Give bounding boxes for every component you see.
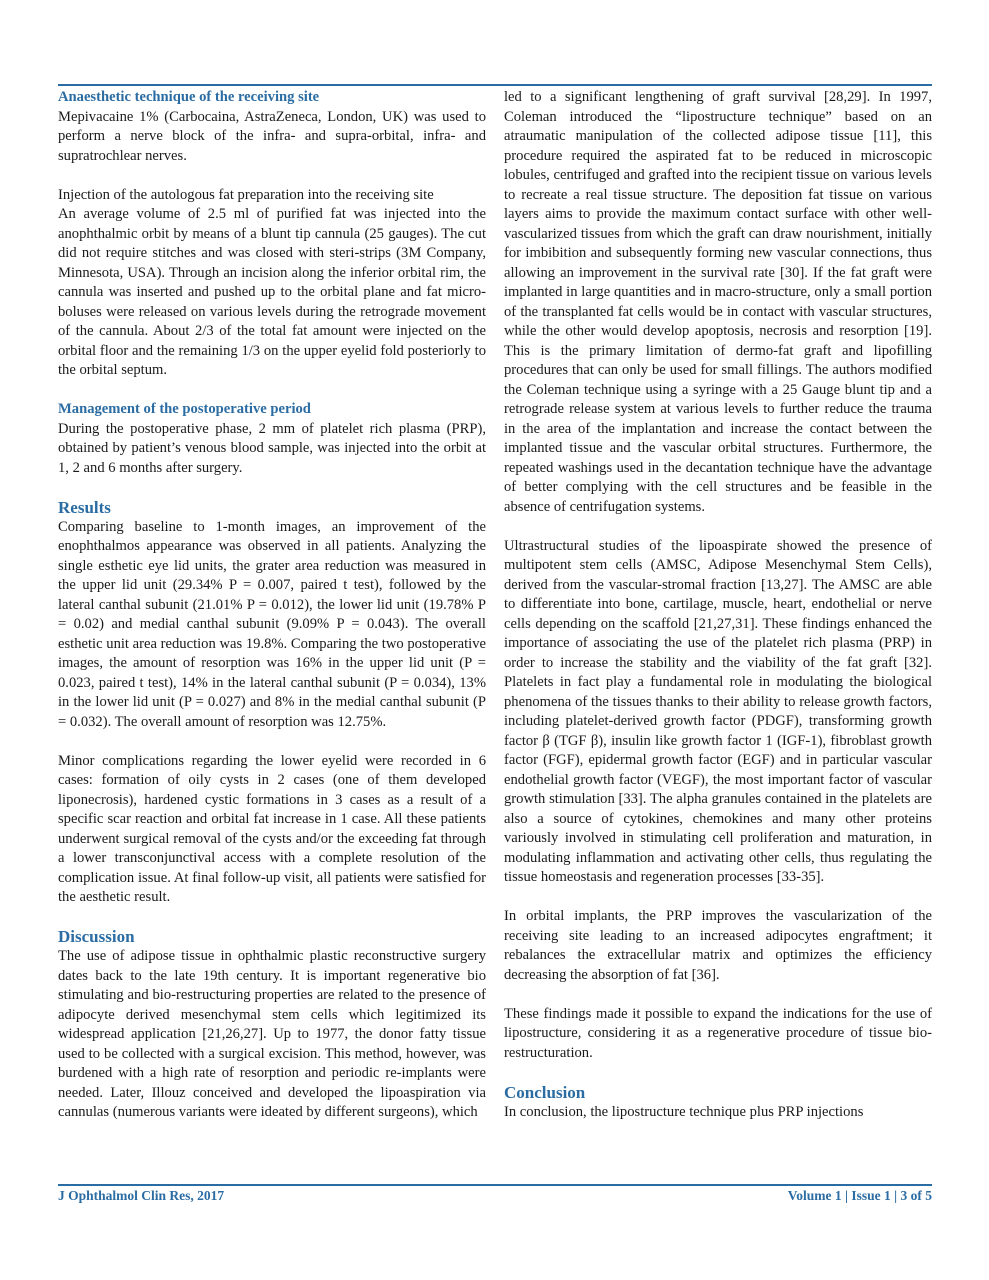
ultrastructural-paragraph: Ultrastructural studies of the lipoaspirate showed the presence of multipotent stem cells (AMSC, Adipose Mesenchymal Stem Cells), derived from the vascular-stromal fraction [13,27]. The AMSC are able to differentiate into bone, cartilage, muscle, heart, endothelial or nerve cells depending on the scaffold [21,27,31]. These findings enhanced the importance of associating the use of the platelet rich plasma (PRP) in order to increase the stability and the viability of the fat graft [32]. Platelets in fact play a fundamental role in modulating the biological phenomena of the tissues thanks to their ability to release growth factors, including platelet-derived growth factor (PDGF), transforming growth factor β (TGF β), insulin like growth factor 1 (IGF-1), fibroblast growth factor (FGF), epidermal growth factor (EGF) and in particular vascular endothelial growth factor (VEGF), the most important factor of vascular growth stimulation [33]. The alpha granules contained in the platelets are also a source of cytokines, chemokines and many other proteins variously involved in stimulating cell proliferation and maturation, in modulating inflammation and activating other cells, thus regulating the tissue homeostasis and regeneration processes [33-35]. [504, 537, 932, 885]
left-column [58, 88, 486, 1123]
footer-rule [58, 1184, 932, 1186]
page-footer [58, 1188, 932, 1204]
results-paragraph-2: Minor complications regarding the lower eyelid were recorded in 6 cases: formation of oily cysts in 2 cases (one of them developed liponecrosis), hardened cystic formations in 3 cases as a result of a specific scar reaction and orbital fat increase in 1 case. All these patients underwent surgical removal of the cysts and/or the exceeding fat through a lower transconjunctival access with a complete resolution of the complication issue. At final follow-up visit, all patients were satisfied for the aesthetic result. [58, 752, 486, 905]
right-column [504, 88, 932, 1122]
header-rule [58, 84, 932, 86]
orbital-implants-paragraph: In orbital implants, the PRP improves the vascularization of the receiving site leading to an increased adipocytes engraftment; it rebalances the extracellular matrix and optimizes the efficiency decreasing the absorption of fat [36]. [504, 908, 932, 983]
results-heading: Results [58, 497, 111, 517]
conclusion-paragraph: In conclusion, the lipostructure technique plus PRP injections [504, 1103, 864, 1120]
anaesthetic-paragraph: Mepivacaine 1% (Carbocaina, AstraZeneca, London, UK) was used to perform a nerve block of the infra- and supra-orbital, infra- and supratrochlear nerves. [58, 108, 486, 164]
postop-heading: Management of the postoperative period [58, 401, 311, 417]
volume-page-info: Volume 1 | Issue 1 | 3 of 5 [787, 1188, 932, 1203]
injection-paragraph: An average volume of 2.5 ml of purified fat was injected into the anophthalmic orbit by means of a blunt tip cannula (25 gauges). The cut did not require stitches and was closed with steri-strips (3M Company, Minnesota, USA). Through an incision along the inferior orbital rim, the cannula was inserted and pushed up to the orbital plane and fat micro-boluses were released on various levels during the retrograde movement of the cannula. About 2/3 of the total fat amount were injected on the orbital floor and the remaining 1/3 on the upper eyelid fold posteriorly to the orbital septum. [58, 206, 486, 378]
postop-paragraph: During the postoperative phase, 2 mm of platelet rich plasma (PRP), obtained by patient’s venous blood sample, was injected into the orbit at 1, 2 and 6 months after surgery. [58, 420, 486, 476]
discussion-paragraph: The use of adipose tissue in ophthalmic plastic reconstructive surgery dates back to the late 19th century. It is important regenerative bio stimulating and bio-restructuring properties are related to the presence of adipocyte derived mesenchymal stem cells which legitimized its widespread application [21,26,27]. Up to 1977, the donor fatty tissue used to be collected with a surgical excision. This method, however, was burdened with a high rate of resorption and periodic re-implants were needed. Later, Illouz conceived and developed the lipoaspiration via cannulas (numerous variants were ideated by different surgeons), which [58, 948, 486, 1120]
discussion-continued-paragraph: led to a significant lengthening of graft survival [28,29]. In 1997, Coleman introduced the “lipostructure technique” based on an atraumatic manipulation of the collected adipose tissue [11], this procedure required the aspirated fat to be reduced in microscopic lobules, centrifuged and grafted into the recipient tissue on various levels to recreate a real tissue structure. The deposition fat tissue on various layers aims to provide the maximum contact surface with other well-vascularized tissues from which the graft can draw nourishment, initially for imbibition and subsequently forming new vascular connections, thus allowing an improvement in the survival rate [30]. If the fat graft were implanted in large quantities and in macro-structure, only a small portion of the transplanted fat cells would be in contact with vascular structures, while the other would develop apoptosis, necrosis and resorption [19]. This is the primary limitation of dermo-fat graft and lipofilling procedures that can only be used for small fillings. The authors modified the Coleman technique using a syringe with a 25 Gauge blunt tip and a retrograde release system at various levels to further reduce the trauma in the area of the implantation and increase the contact between the implanted tissue and the vascular orbital structures. Furthermore, the repeated washings used in the decantation technique have the advantage of better complying with the cell structures and be feasible in the absence of centrifugation systems. [504, 89, 932, 515]
findings-paragraph: These findings made it possible to expand the indications for the use of lipostructure, considering it as a regenerative procedure of tissue bio-restructuration. [504, 1005, 932, 1061]
injection-heading: Injection of the autologous fat preparation into the receiving site [58, 186, 434, 203]
anaesthetic-heading: Anaesthetic technique of the receiving site [58, 89, 320, 105]
results-paragraph-1: Comparing baseline to 1-month images, an improvement of the enophthalmos appearance was observed in all patients. Analyzing the single esthetic eye lid units, the grater area reduction was measured in the upper lid unit (29.34% P = 0.007, paired t test), followed by the lateral canthal subunit (21.01% P = 0.012), the lower lid unit (19.78% P = 0.02) and medial canthal subunit (9.09% P = 0.043). The overall esthetic unit area reduction was 19.8%. Comparing the two postoperative images, the amount of resorption was 16% in the upper lid unit (P = 0.023, paired t test), 14% in the lateral canthal subunit (P = 0.034), 13% in the lower lid unit (P = 0.027) and 8% in the medial canthal subunit (P = 0.032). The overall amount of resorption was 12.75%. [58, 518, 486, 730]
journal-citation: J Ophthalmol Clin Res, 2017 [58, 1188, 225, 1203]
conclusion-heading: Conclusion [504, 1082, 586, 1102]
discussion-heading: Discussion [58, 927, 135, 946]
